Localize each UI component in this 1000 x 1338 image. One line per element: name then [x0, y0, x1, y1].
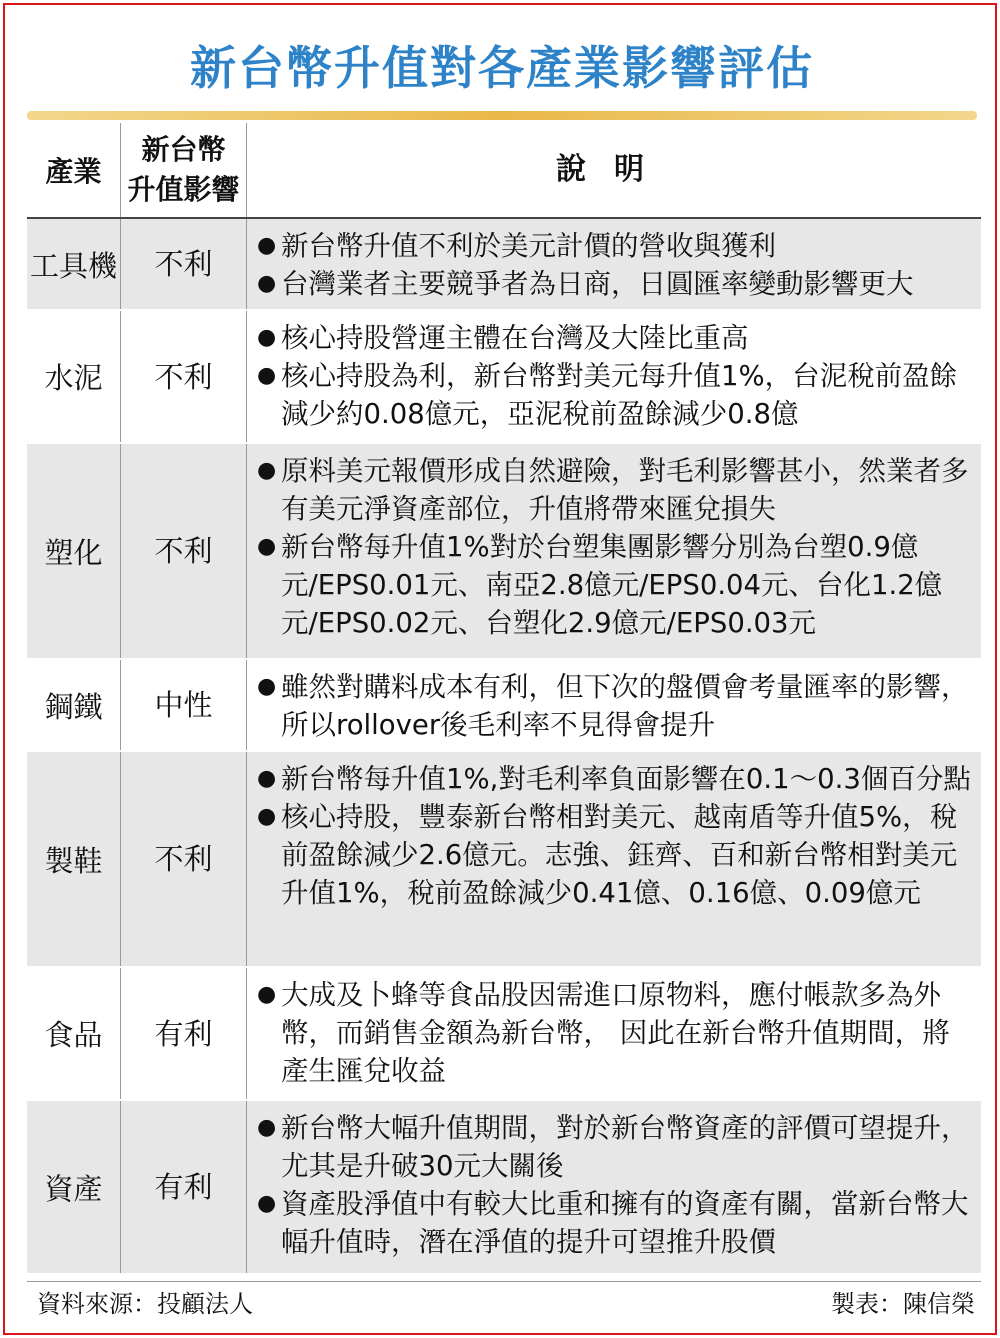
- bullet-dot-icon: ●: [257, 1115, 277, 1140]
- bullet-text: 資產股淨值中有較大比重和擁有的資產有關，當新台幣大幅升值時，潛在淨值的提升可望推升股價: [281, 1188, 969, 1258]
- table-row: [27, 752, 981, 968]
- header-impact-line1: 新台幣: [141, 133, 226, 166]
- impact-cell: 有利: [121, 968, 247, 1099]
- bullet-text: 核心持股營運主體在台灣及大陸比重高: [281, 322, 749, 354]
- description-bullet: [257, 1185, 973, 1261]
- header-industry: 產業: [27, 123, 121, 217]
- bullet-dot-icon: ●: [257, 325, 277, 350]
- description-bullet: [257, 227, 973, 265]
- description-cell: [247, 444, 981, 658]
- description-bullet: [257, 1109, 973, 1185]
- bullet-text: 原料美元報價形成自然避險，對毛利影響甚小，然業者多有美元淨資產部位，升值將帶來匯兌損失: [281, 455, 969, 525]
- bullet-text: 雖然對購料成本有利，但下次的盤價會考量匯率的影響，所以rollover後毛利率不見得會提升: [281, 671, 969, 741]
- bullet-dot-icon: ●: [257, 982, 277, 1007]
- description-bullet: [257, 265, 973, 303]
- table-row: [27, 311, 981, 444]
- industry-cell: 塑化: [27, 444, 121, 658]
- bullet-dot-icon: ●: [257, 534, 277, 559]
- bullet-dot-icon: ●: [257, 674, 277, 699]
- description-cell: [247, 1101, 981, 1273]
- description-cell: [247, 660, 981, 750]
- description-cell: [247, 311, 981, 442]
- bullet-text: 台灣業者主要競爭者為日商，日圓匯率變動影響更大: [281, 268, 914, 300]
- description-bullet: [257, 357, 973, 433]
- table-body: [27, 219, 981, 1275]
- industry-cell: 水泥: [27, 311, 121, 442]
- impact-cell: 不利: [121, 311, 247, 442]
- header-description: 說明: [556, 152, 672, 187]
- bullet-text: 新台幣大幅升值期間，對於新台幣資產的評價可望提升，尤其是升破30元大關後: [281, 1112, 969, 1182]
- bullet-dot-icon: ●: [257, 804, 277, 829]
- bullet-dot-icon: ●: [257, 271, 277, 296]
- table-header-row: [27, 123, 981, 219]
- maker-note: 製表：陳信榮: [831, 1290, 975, 1318]
- header-impact-line2: 升值影響: [127, 173, 240, 206]
- footer: [27, 1281, 981, 1325]
- description-bullet: [257, 528, 973, 642]
- industry-cell: 鋼鐵: [27, 660, 121, 750]
- industry-cell: 食品: [27, 968, 121, 1099]
- impact-cell: 不利: [121, 444, 247, 658]
- industry-cell: 工具機: [27, 219, 121, 309]
- description-bullet: [257, 452, 973, 528]
- table-row: [27, 660, 981, 752]
- table-row: [27, 219, 981, 311]
- bullet-dot-icon: ●: [257, 1191, 277, 1216]
- bullet-text: 新台幣每升值1%,對毛利率負面影響在0.1～0.3個百分點: [281, 763, 971, 795]
- description-cell: [247, 752, 981, 966]
- bullet-text: 核心持股為利，新台幣對美元每升值1%，台泥稅前盈餘減少約0.08億元，亞泥稅前盈餘減少0.8億: [281, 360, 958, 430]
- impact-cell: 有利: [121, 1101, 247, 1273]
- table-row: [27, 444, 981, 660]
- description-cell: [247, 968, 981, 1099]
- impact-cell: 不利: [121, 752, 247, 966]
- description-cell: [247, 219, 981, 309]
- description-bullet: [257, 668, 973, 744]
- description-bullet: [257, 319, 973, 357]
- impact-cell: 不利: [121, 219, 247, 309]
- bullet-text: 核心持股，豐泰新台幣相對美元、越南盾等升值5%，稅前盈餘減少2.6億元。志強、鈺齊、百和新台幣相對美元升值1%，稅前盈餘減少0.41億、0.16億、0.09億元: [281, 801, 958, 909]
- impact-table: [27, 123, 981, 1275]
- infographic-frame: [3, 3, 997, 1335]
- table-row: [27, 968, 981, 1101]
- description-bullet: [257, 798, 973, 912]
- industry-cell: 製鞋: [27, 752, 121, 966]
- title-divider: [27, 111, 977, 120]
- impact-cell: 中性: [121, 660, 247, 750]
- header-impact: [121, 123, 247, 217]
- source-note: 資料來源：投顧法人: [37, 1290, 253, 1318]
- industry-cell: 資產: [27, 1101, 121, 1273]
- page-title: 新台幣升值對各產業影響評估: [190, 41, 814, 95]
- bullet-text: 新台幣每升值1%對於台塑集團影響分別為台塑0.9億元/EPS0.01元、南亞2.8億元/EPS0.04元、台化1.2億元/EPS0.02元、台塑化2.9億元/EPS0.03元: [281, 531, 943, 639]
- description-bullet: [257, 976, 973, 1090]
- bullet-text: 新台幣升值不利於美元計價的營收與獲利: [281, 230, 776, 262]
- bullet-text: 大成及卜蜂等食品股因需進口原物料，應付帳款多為外幣，而銷售金額為新台幣， 因此在新台幣升值期間，將產生匯兌收益: [281, 979, 950, 1087]
- table-row: [27, 1101, 981, 1275]
- bullet-dot-icon: ●: [257, 363, 277, 388]
- description-bullet: [257, 760, 973, 798]
- bullet-dot-icon: ●: [257, 458, 277, 483]
- bullet-dot-icon: ●: [257, 233, 277, 258]
- bullet-dot-icon: ●: [257, 766, 277, 791]
